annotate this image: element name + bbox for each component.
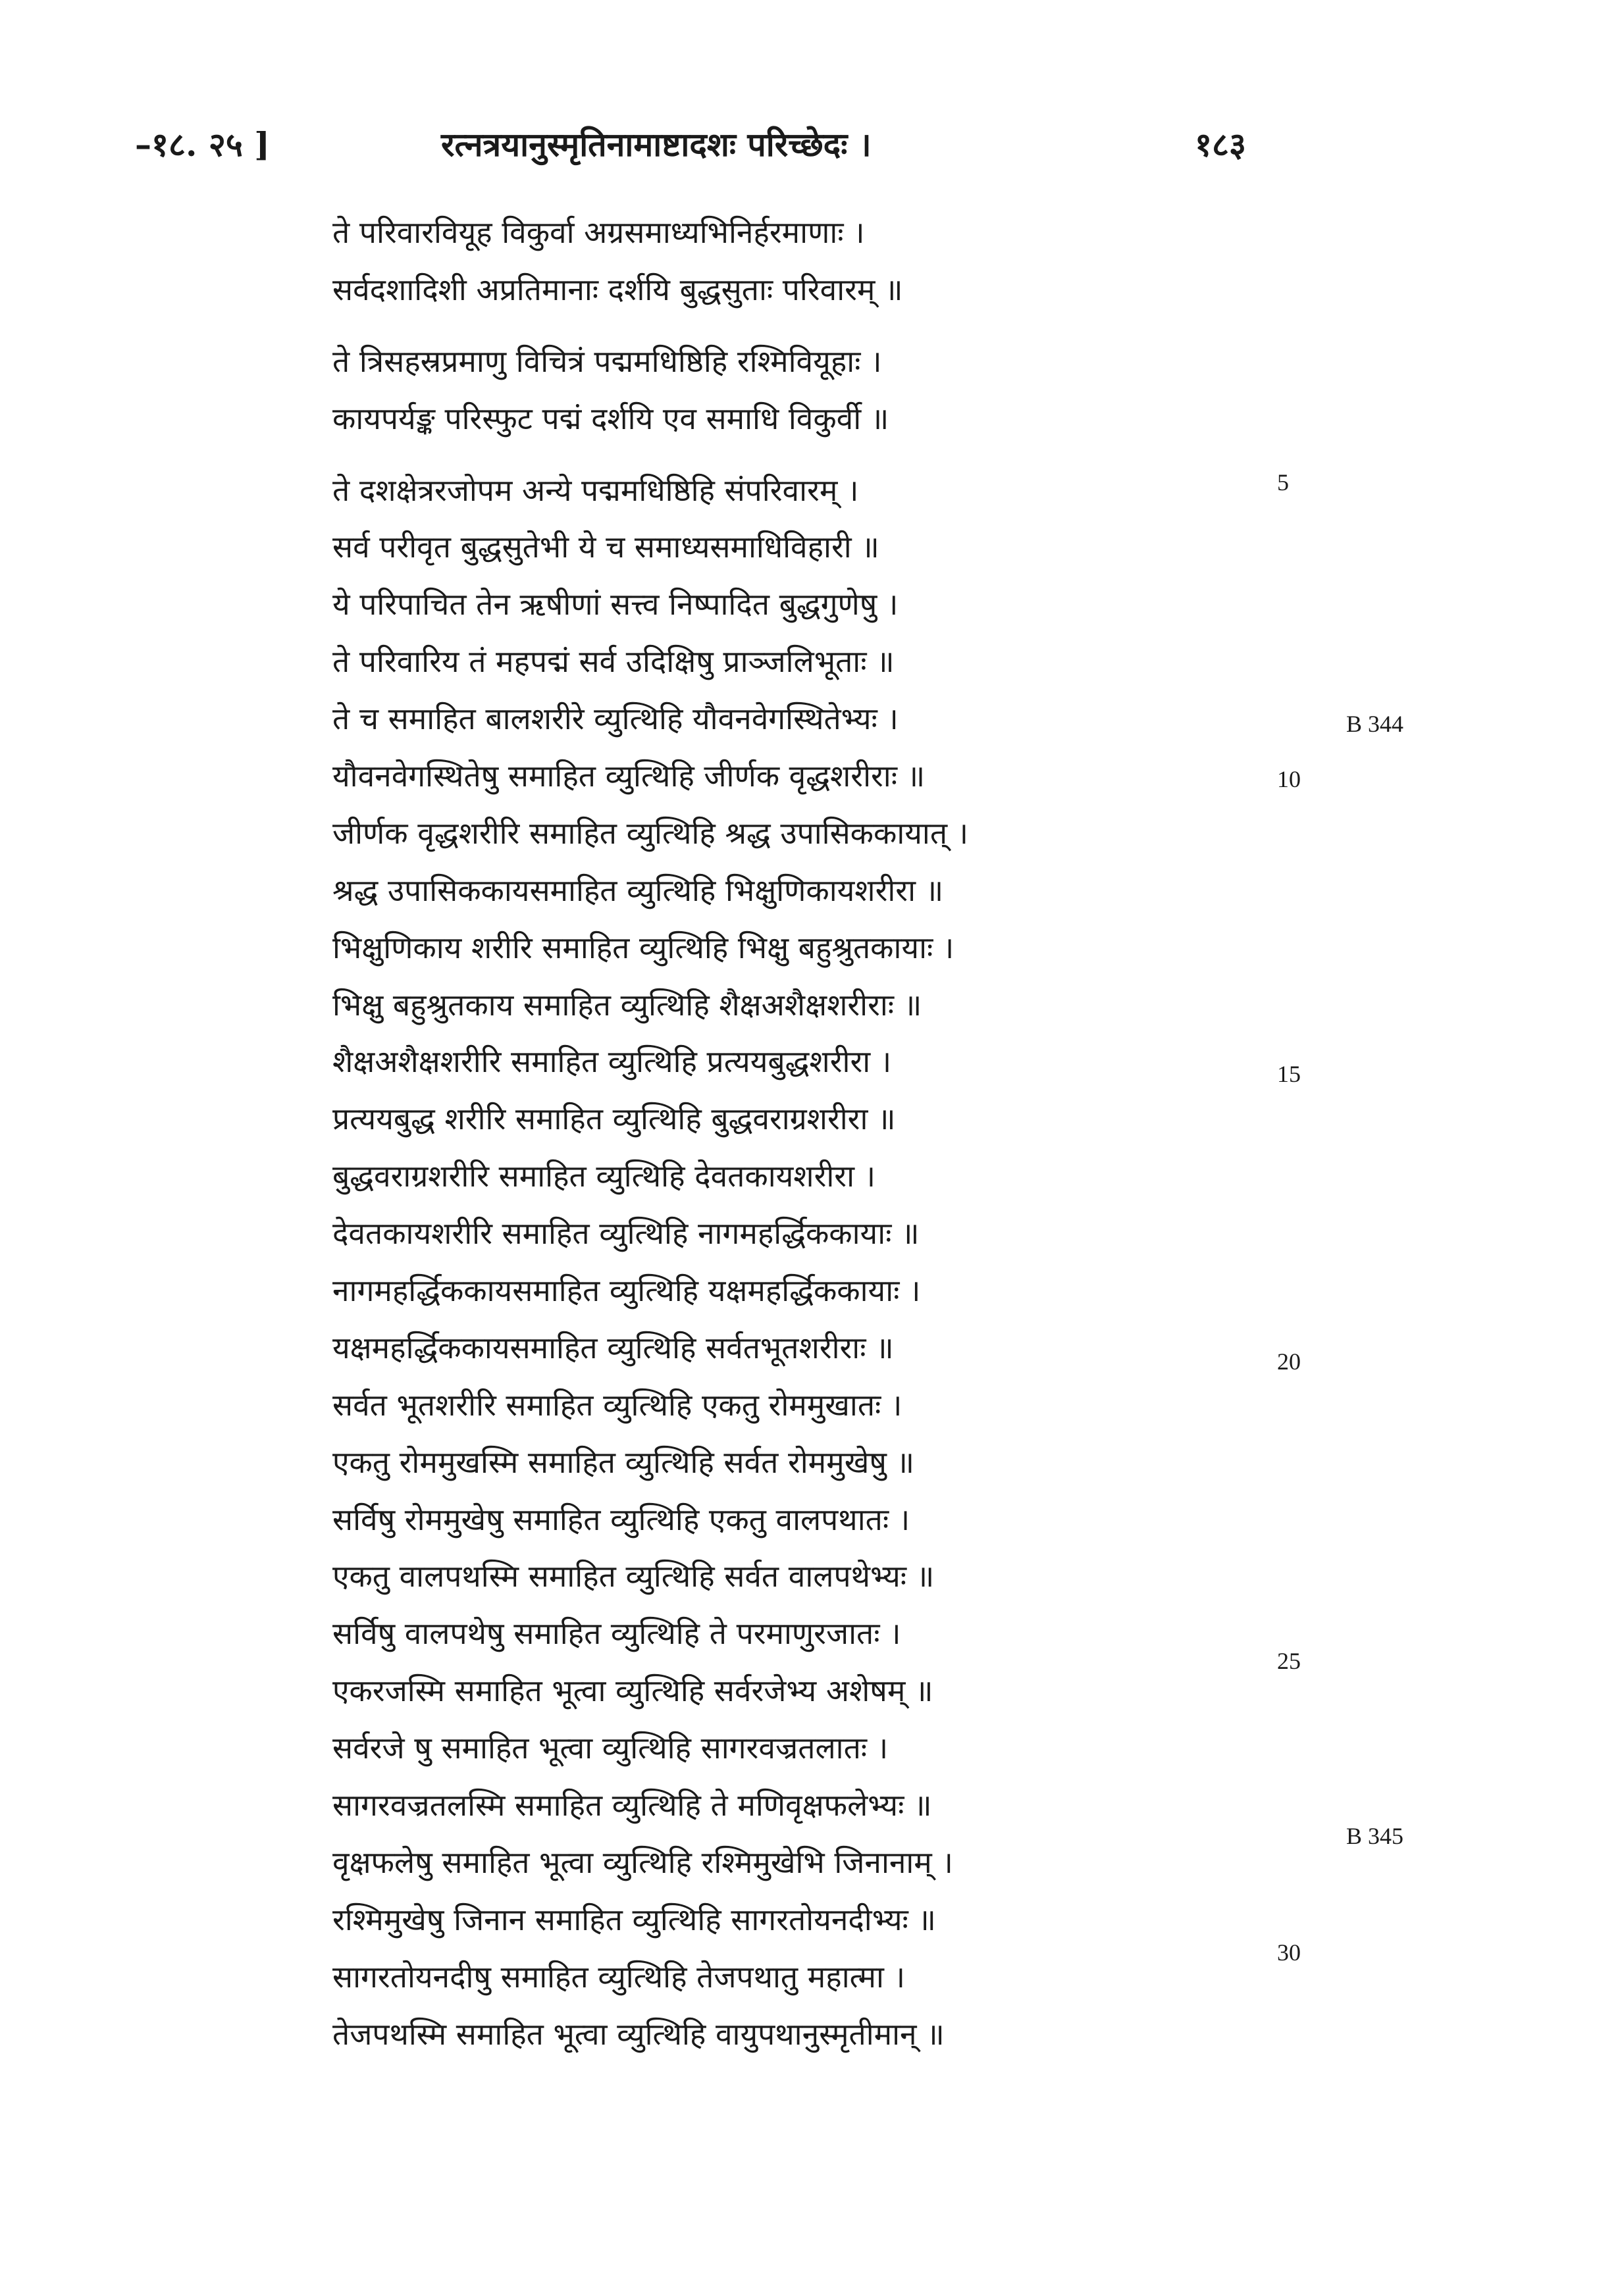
verse-line: यक्षमहर्द्धिककायसमाहित व्युत्थिहि सर्वतभूतशरीराः ॥	[332, 1329, 894, 1365]
verse-line: वृक्षफलेषु समाहित भूत्वा व्युत्थिहि रश्मिमुखेभि जिनानाम् ।	[332, 1844, 953, 1880]
verse-line: जीर्णक वृद्धशरीरि समाहित व्युत्थिहि श्रद्ध उपासिककायात् ।	[332, 815, 969, 851]
line-number: 5	[1277, 469, 1289, 496]
verse-line: सर्विषु रोममुखेषु समाहित व्युत्थिहि एकतु वालपथातः ।	[332, 1501, 910, 1537]
verse-line: कायपर्यङ्क परिस्फुट पद्मं दर्शयि एव समाधि विकुर्वी ॥	[332, 400, 889, 436]
verse-line: एकतु रोममुखस्मि समाहित व्युत्थिहि सर्वत रोममुखेषु ॥	[332, 1444, 915, 1480]
verse-line: ते परिवारिय तं महपद्मं सर्व उदिक्षिषु प्राञ्जलिभूताः ॥	[332, 644, 895, 680]
verse-line: शैक्षअशैक्षशरीरि समाहित व्युत्थिहि प्रत्ययबुद्धशरीरा ।	[332, 1044, 892, 1080]
verse-line: बुद्धवराग्रशरीरि समाहित व्युत्थिहि देवतकायशरीरा ।	[332, 1158, 876, 1194]
verse-line: देवतकायशरीरि समाहित व्युत्थिहि नागमहर्द्धिककायाः ॥	[332, 1215, 920, 1252]
verse-line: एकतु वालपथस्मि समाहित व्युत्थिहि सर्वत वालपथेभ्यः ॥	[332, 1558, 935, 1594]
verse-line: प्रत्ययबुद्ध शरीरि समाहित व्युत्थिहि बुद्धवराग्रशरीरा ॥	[332, 1101, 896, 1137]
verse-line: ते च समाहित बालशरीरे व्युत्थिहि यौवनवेगस्थितेभ्यः ।	[332, 701, 899, 737]
verse-line: सर्विषु वालपथेषु समाहित व्युत्थिहि ते परमाणुरजातः ।	[332, 1616, 901, 1652]
verse-line: यौवनवेगस्थितेषु समाहित व्युत्थिहि जीर्णक वृद्धशरीराः ॥	[332, 758, 926, 794]
verse-line: एकरजस्मि समाहित भूत्वा व्युत्थिहि सर्वरजेभ्य अशेषम् ॥	[332, 1673, 933, 1709]
line-number: 20	[1277, 1348, 1301, 1375]
verse-line: सर्वत भूतशरीरि समाहित व्युत्थिहि एकतु रोममुखातः ।	[332, 1387, 902, 1423]
verse-line: ते दशक्षेत्ररजोपम अन्ये पद्ममधिष्ठिहि संपरिवारम् ।	[332, 472, 859, 508]
line-number: 30	[1277, 1939, 1301, 1966]
verse-line: रश्मिमुखेषु जिनान समाहित व्युत्थिहि सागरतोयनदीभ्यः ॥	[332, 1901, 936, 1937]
verse-line: भिक्षुणिकाय शरीरि समाहित व्युत्थिहि भिक्षु बहुश्रुतकायाः ।	[332, 929, 954, 965]
verse-line: ये परिपाचित तेन ऋषीणां सत्त्व निष्पादित बुद्धगुणेषु ।	[332, 586, 899, 623]
verse-line: तेजपथस्मि समाहित भूत्वा व्युत्थिहि वायुपथानुस्मृतीमान् ॥	[332, 2016, 945, 2052]
verse-line: सागरतोयनदीषु समाहित व्युत्थिहि तेजपथातु महात्मा ।	[332, 1958, 906, 1995]
line-number: 15	[1277, 1061, 1301, 1087]
verse-line: ते परिवारवियूह विकुर्वा अग्रसमाध्यभिनिर्हरमाणाः ।	[332, 215, 865, 250]
verse-line: सर्व परीवृत बुद्धसुतेभी ये च समाध्यसमाधिविहारी ॥	[332, 529, 879, 565]
verse-line: सर्वदशादिशी अप्रतिमानाः दर्शयि बुद्धसुताः परिवारम् ॥	[332, 271, 903, 307]
line-number: 25	[1277, 1648, 1301, 1674]
verse-reference: –१८. २५ ]	[135, 125, 270, 164]
page-number: १८३	[1195, 125, 1246, 164]
verse-line: सर्वरजे षु समाहित भूत्वा व्युत्थिहि सागरवज्रतलातः ।	[332, 1730, 889, 1766]
verse-block	[332, 204, 1267, 2063]
chapter-title: रत्नत्रयानुस्मृतिनामाष्टादशः परिच्छेदः ।	[441, 125, 872, 164]
verse-line: सागरवज्रतलस्मि समाहित व्युत्थिहि ते मणिवृक्षफलेभ्यः ॥	[332, 1787, 932, 1824]
verse-line: नागमहर्द्धिककायसमाहित व्युत्थिहि यक्षमहर्द्धिककायाः ।	[332, 1273, 921, 1309]
verse-line: भिक्षु बहुश्रुतकाय समाहित व्युत्थिहि शैक्षअशैक्षशरीराः ॥	[332, 986, 922, 1023]
line-number: 10	[1277, 766, 1301, 792]
folio-reference: B 344	[1346, 711, 1404, 737]
verse-line: ते त्रिसहस्रप्रमाणु विचित्रं पद्ममधिष्ठिहि रश्मिवियूहाः ।	[332, 343, 882, 379]
folio-reference: B 345	[1346, 1823, 1404, 1849]
verse-line: श्रद्ध उपासिककायसमाहित व्युत्थिहि भिक्षुणिकायशरीरा ॥	[332, 872, 944, 908]
